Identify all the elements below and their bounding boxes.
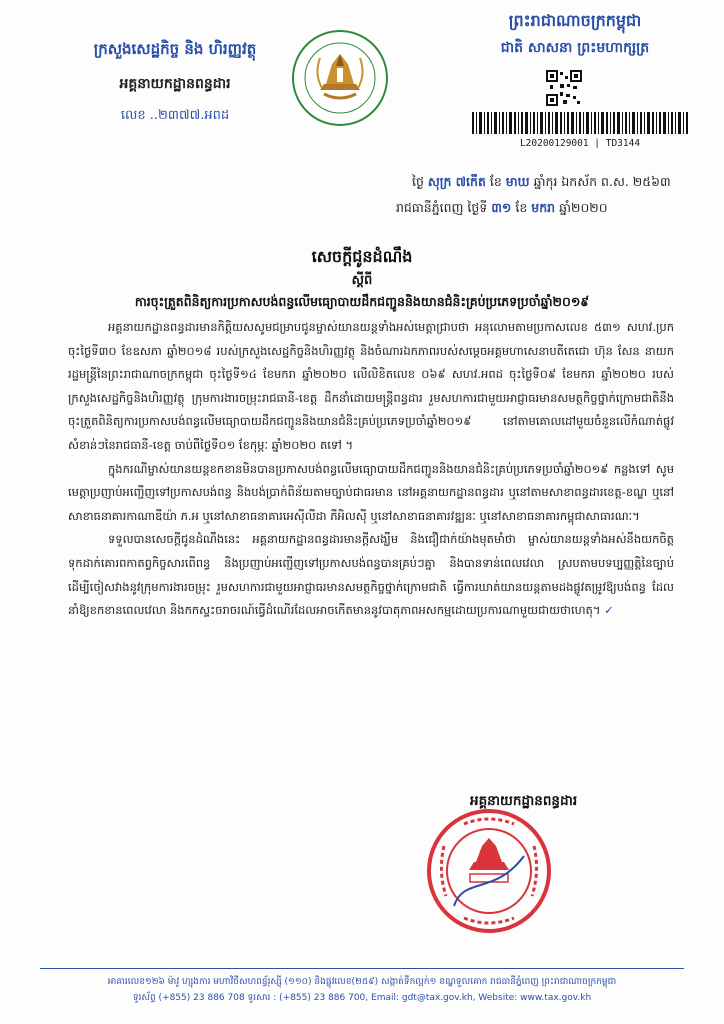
gdt-logo — [290, 28, 390, 128]
footer-contact: ទូរស័ព្ទ (+855) 23 886 708 ទូរសារ : (+855) 23 886 700, Email: gdt@tax.gov.kh, Website: www.tax.gov.kh — [132, 993, 592, 1003]
notice-body — [68, 316, 674, 623]
solar-month: មករា — [531, 200, 556, 215]
qr-code-icon — [546, 70, 582, 106]
barcode-icon — [470, 112, 690, 134]
solar-date — [396, 200, 608, 219]
solar-year: ឆ្នាំ២០២០ — [559, 200, 608, 215]
place-prefix: រាជធានីភ្នំពេញ ថ្ងៃទី — [396, 200, 488, 215]
kingdom-motto: ជាតិ សាសនា ព្រះមហាក្សត្រ — [500, 40, 650, 56]
body-paragraph-2: ក្នុងករណីម្ចាស់យានយន្តខកខានមិនបានប្រកាសបង់ពន្ធលើមធ្យោបាយដឹកជញ្ជូននិងយានជំនិះគ្រប់ប្រភេទប្រចាំឆ្នាំ២០១៩ កន្លងទៅ សូមមេត្តាប្រញាប់អញ្ជើញទៅប្រកាសបង់ពន្ធ និងបង់ប្រាក់ពិន័យតាមច្បាប់ជាធរមាន នៅអគ្គនាយកដ្ឋានពន្ធដារ ឬនៅតាមសាខាពន្ធដារខេត្ត-ខណ្ឌ ឬនៅសាខាធនាគារកាណាឌីយ៉ា ភ.អ ឬនៅសាខាធនាគារអេស៊ីលីដា ភីអិលស៊ី ឬនៅសាខាធនាគារវឌ្ឍនៈ ឬនៅសាខាធនាគារកម្ពុជាសាធារណៈ។ — [68, 461, 674, 523]
solar-month-prefix: ខែ — [515, 200, 528, 215]
reference-prefix: លេខ — [120, 108, 146, 123]
notice-title: សេចក្តីជូនដំណឹង — [311, 247, 413, 266]
body-paragraph-3 — [68, 528, 674, 622]
reference-number — [50, 107, 300, 126]
signer-title: អគ្គនាយកដ្ឋានពន្ធដារ — [470, 793, 578, 809]
initial-tick-mark: ✓ — [604, 603, 614, 618]
lunar-month-prefix: ខែ — [489, 174, 502, 189]
lunar-day: សុក្រ ៧កើត — [427, 174, 486, 189]
solar-day: ៣១ — [491, 200, 512, 215]
lunar-year: ឆ្នាំកុរ ឯកស័ក ព.ស. ២៥៦៣ — [533, 174, 671, 189]
ministry-header — [50, 40, 300, 126]
lunar-day-prefix: ថ្ងៃ — [412, 174, 424, 189]
body-paragraph-3-text: ទទួលបានសេចក្តីជូនដំណឹងនេះ អគ្គនាយកដ្ឋានពន្ធដារមានក្តីសង្ឃឹម និងជឿជាក់យ៉ាងមុតមាំថា ម្ចាស់យានយន្តទាំងអស់នឹងយកចិត្តទុកដាក់គោរពកាតព្វកិច្ចសារពើពន្ធ និងប្រញាប់អញ្ជើញទៅប្រកាសបង់ពន្ធបានគ្រប់ៗគ្នា និងបានទាន់ពេលវេលា ស្របតាមបទប្បញ្ញត្តិនៃច្បាប់ ដើម្បីចៀសវាងនូវក្រុមការងារចម្រុះ រួមសហការជាមួយអាជ្ញាធរមានសមត្ថកិច្ចថ្នាក់ក្រោមជាតិ ធ្វើការឃាត់យានយន្តតាមដងផ្លូវតម្រូវឱ្យបង់ពន្ធ ដែលនាំឱ្យខកខានពេលវេលា និងកកស្ទះចរាចរណ៍ធ្វើដំណើរដែលអាចកើតមាននូវបាតុភាពអសកម្មដោយប្រការណាមួយជាយថាហេតុ។ — [68, 532, 674, 618]
reference-value: ..២៣៧៧.អពដ — [149, 108, 230, 123]
notice-subtitle-about: ស្តីពី — [351, 273, 373, 288]
department-name: អគ្គនាយកដ្ឋានពន្ធដារ — [119, 76, 231, 92]
lunar-date — [412, 174, 671, 193]
footer-divider — [40, 968, 684, 969]
notice-subject: ការចុះត្រួតពិនិត្យការប្រកាសបង់ពន្ធលើមធ្យោបាយដឹកជញ្ជូននិងយានជំនិះគ្រប់ប្រភេទប្រចាំឆ្នាំ២០១៩ — [134, 294, 590, 309]
body-paragraph-1: អគ្គនាយកដ្ឋានពន្ធដារមានកិត្តិយសសូមជម្រាបជូនម្ចាស់យានយន្តទាំងអស់មេត្តាជ្រាបថា អនុលោមតាមប្រកាសលេខ ៥៣១ សហវ.ប្រក ចុះថ្ងៃទី៣០ ខែឧសភា ឆ្នាំ២០១៨ របស់ក្រសួងសេដ្ឋកិច្ចនិងហិរញ្ញវត្ថុ និងចំណារឯកភាពរបស់សម្តេចអគ្គមហាសេនាបតីតេជោ ហ៊ុន សែន នាយករដ្ឋមន្ត្រីនៃព្រះរាជាណាចក្រកម្ពុជា ចុះថ្ងៃទី១៤ ខែមករា ឆ្នាំ២០២០ លើលិខិតលេខ ០៦៩ សហវ.អពដ ចុះថ្ងៃទី០៩ ខែមករា ឆ្នាំ២០២០ របស់ក្រសួងសេដ្ឋកិច្ចនិងហិរញ្ញវត្ថុ ក្រុមការងារចម្រុះរាជធានី-ខេត្ត ដឹកនាំដោយមន្ត្រីពន្ធដារ រួមសហការជាមួយអាជ្ញាធរមានសមត្ថកិច្ចថ្នាក់ក្រោមជាតិនឹងចុះត្រួតពិនិត្យការប្រកាសបង់ពន្ធលើមធ្យោបាយដឹកជញ្ជូននិងយានជំនិះគ្រប់ប្រភេទប្រចាំឆ្នាំ២០១៩ នៅតាមគោលដៅមួយចំនួនលើកំណាត់ផ្លូវសំខាន់ៗនៃរាជធានី-ខេត្ត ចាប់ពីថ្ងៃទី០១ ខែកុម្ភៈ ឆ្នាំ២០២០ តទៅ ។ — [68, 320, 674, 452]
lunar-month: មាឃ — [505, 174, 530, 189]
kingdom-header — [460, 10, 690, 59]
footer-address: អាគារលេខ១២៦ ម៉ាវូ ហ្សុងការ មហាវិថីសហពន្ធ័រុស្ស៊ី (១១០) និងផ្លូវលេខ(២៥៩) សង្កាត់ទឹកល្អក់១ ខណ្ឌទួលគោក រាជធានីភ្នំពេញ ព្រះរាជាណាចក្រកម្ពុជា — [107, 977, 617, 987]
ministry-name: ក្រសួងសេដ្ឋកិច្ច និង ហិរញ្ញវត្ថុ — [93, 40, 257, 58]
kingdom-name: ព្រះរាជាណាចក្រកម្ពុជា — [508, 11, 642, 30]
official-seal — [424, 806, 554, 936]
barcode-number: L20200129001 | TD3144 — [519, 138, 641, 149]
